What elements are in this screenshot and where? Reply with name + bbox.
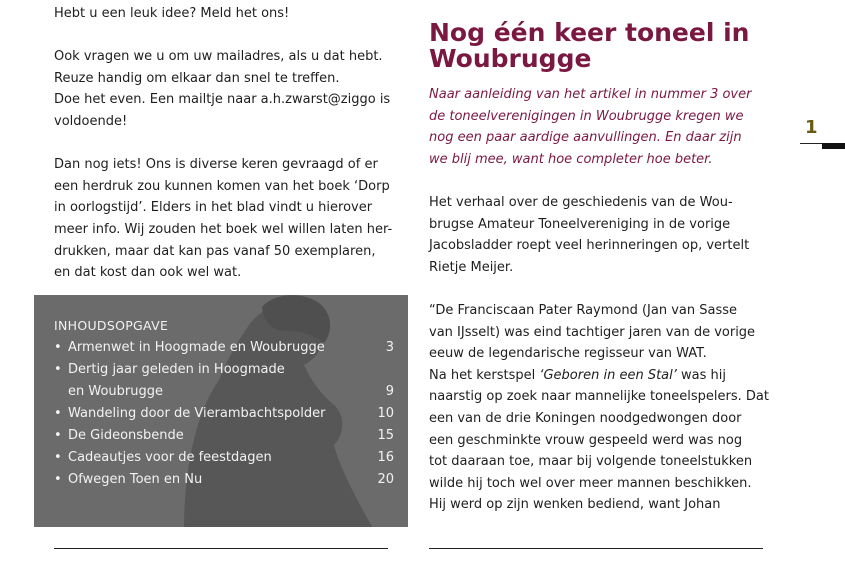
body-p3-line-4: een geschminkte vrouw gespeeld werd was nog — [429, 432, 743, 448]
invite-paragraph: Hebt u een leuk idee? Meld het ons! — [54, 6, 290, 21]
toc-item-title: Cadeautjes voor de feestdagen — [68, 450, 272, 465]
toc-item-title: en Woubrugge — [68, 384, 163, 399]
left-column — [54, 3, 399, 284]
toc-item-page: 16 — [377, 450, 394, 465]
lead-line-4: we blij mee, want hoe completer hoe beter. — [429, 151, 713, 167]
table-of-contents — [34, 295, 408, 527]
body-p3-line-5: tot daaraan toe, maar bij volgende toneelstukken — [429, 454, 753, 470]
toc-item-page: 20 — [377, 472, 394, 487]
body-p3-line-7: Hij werd op zijn wenken bediend, want Johan — [429, 497, 721, 513]
article-title — [429, 20, 774, 72]
page-marker-tab — [822, 143, 845, 149]
right-bottom-rule — [429, 548, 763, 549]
article-title-line-2: Woubrugge — [429, 44, 592, 73]
bullet: • — [54, 428, 62, 443]
bullet: • — [54, 472, 62, 487]
body-p2-line-3: eeuw de legendarische regisseur van WAT. — [429, 346, 707, 362]
email-paragraph-line-1: Ook vragen we u om uw mailadres, als u dat hebt. — [54, 49, 383, 65]
bullet: • — [54, 450, 62, 465]
reprint-paragraph-line-2: een herdruk zou kunnen komen van het boek ‘Dorp — [54, 178, 390, 194]
toc-item-title: De Gideonsbende — [68, 428, 184, 443]
body-p1-line-4: Rietje Meijer. — [429, 259, 514, 275]
toc-item-page: 9 — [385, 384, 394, 399]
toc-item[interactable] — [54, 469, 394, 491]
reprint-paragraph-line-5: drukken, maar dat kan pas vanaf 50 exemplaren, — [54, 243, 376, 259]
body-p3-line-1: Na het kerstspel ‘Geboren in een Stal’ was hij — [429, 367, 726, 383]
body-p2-line-2: van IJsselt) was eind tachtiger jaren van de vorige — [429, 324, 756, 340]
toc-item-page — [364, 359, 394, 381]
body-p2-line-1: “De Franciscaan Pater Raymond (Jan van Sasse — [429, 302, 738, 318]
toc-item-title: Dertig jaar geleden in Hoogmade — [68, 362, 285, 377]
reprint-paragraph-line-3: in oorlogstijd’. Elders in het blad vindt u hierover — [54, 200, 373, 216]
bullet: • — [54, 340, 62, 355]
body-p1-line-1: Het verhaal over de geschiedenis van de Wou- — [429, 194, 733, 210]
email-paragraph-line-4: voldoende! — [54, 113, 128, 129]
article-lead — [429, 84, 774, 170]
toc-item-title: Ofwegen Toen en Nu — [68, 472, 203, 487]
reprint-paragraph-line-4: meer info. Wij zouden het boek wel willen laten her- — [54, 221, 393, 237]
toc-item-page: 10 — [377, 406, 394, 421]
article-column — [429, 20, 774, 516]
toc-item-page: 3 — [385, 340, 394, 355]
lead-line-1: Naar aanleiding van het artikel in nummer 3 over — [429, 87, 752, 102]
reprint-paragraph-line-1: Dan nog iets! Ons is diverse keren gevraagd of er — [54, 157, 378, 173]
toc-item[interactable] — [54, 403, 394, 425]
play-title: ‘Geboren in een Stal’ — [539, 367, 677, 383]
article-title-line-1: Nog één keer toneel in — [429, 18, 750, 47]
toc-item[interactable] — [54, 359, 394, 381]
email-paragraph-line-2: Reuze handig om elkaar dan snel te treffen. — [54, 70, 340, 86]
left-bottom-rule — [54, 548, 388, 549]
body-p3-line-6: wilde hij toch wel over meer mannen beschikken. — [429, 475, 752, 491]
toc-item-title: Armenwet in Hoogmade en Woubrugge — [68, 340, 325, 355]
toc-item-title: Wandeling door de Vierambachtspolder — [68, 406, 326, 421]
bullet: • — [54, 362, 62, 377]
body-p3-line-3: een van de drie Koningen noodgedwongen door — [429, 410, 742, 426]
page-number: 1 — [805, 117, 818, 138]
body-p1-line-2: brugse Amateur Toneelvereniging in de vorige — [429, 216, 731, 232]
toc-item-continuation[interactable] — [54, 381, 394, 403]
body-p3-line-2: naarstig op zoek naar mannelijke toneelspelers. Dat — [429, 389, 769, 405]
email-paragraph-line-3: Doe het even. Een mailtje naar a.h.zwarst@ziggo is — [54, 92, 391, 108]
toc-item-page: 15 — [377, 428, 394, 443]
toc-item[interactable] — [54, 337, 394, 359]
toc-item[interactable] — [54, 447, 394, 469]
body-p1-line-3: Jacobsladder roept veel herinneringen op, vertelt — [429, 238, 750, 254]
lead-line-3: nog een paar aardige aanvullingen. En daar zijn — [429, 130, 742, 146]
reprint-paragraph-line-6: en dat kost dan ook wel wat. — [54, 265, 242, 281]
lead-line-2: de toneelverenigingen in Woubrugge kregen we — [429, 108, 744, 124]
toc-item[interactable] — [54, 425, 394, 447]
bullet: • — [54, 406, 62, 421]
toc-heading: INHOUDSOPGAVE — [54, 318, 169, 333]
